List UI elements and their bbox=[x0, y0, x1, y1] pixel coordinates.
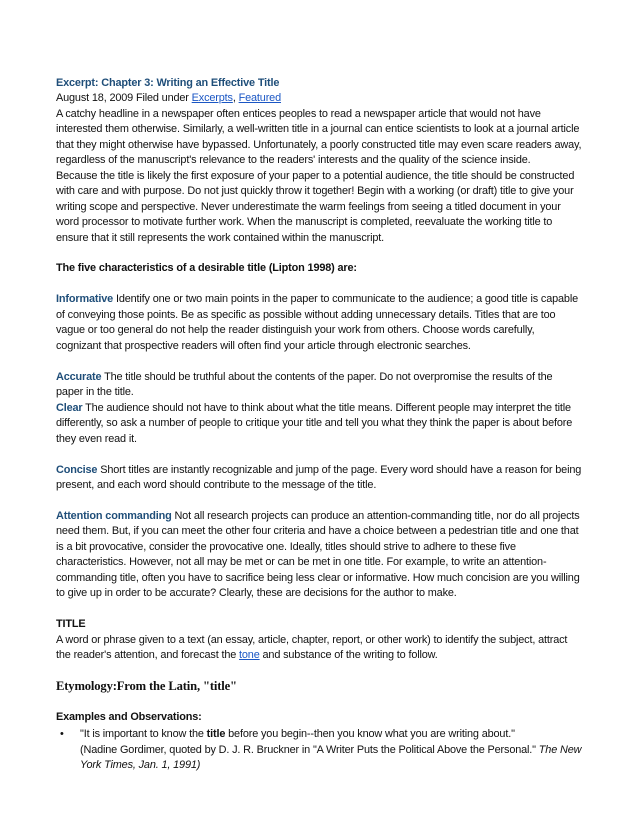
citation-after: , Jan. 1, 1991) bbox=[132, 759, 201, 772]
definition-heading-text: TITLE bbox=[56, 618, 86, 631]
quote-text bbox=[80, 728, 515, 740]
definition-heading bbox=[56, 617, 582, 632]
characteristic-attention bbox=[56, 509, 582, 602]
category-link-featured[interactable]: Featured bbox=[238, 92, 281, 105]
term-informative: Informative bbox=[56, 293, 114, 306]
characteristics-heading bbox=[56, 261, 582, 276]
characteristic-concise bbox=[56, 463, 582, 494]
citation-italic: The New York Times bbox=[80, 743, 582, 772]
text-clear: The audience should not have to think about what the title means. Different people may interpret the title differently, so ask a number of people to critique your title and tell you what they think the paper is about before they even read it. bbox=[56, 401, 573, 445]
text-concise: Short titles are instantly recognizable and jump of the page. Every word should have a reason for being present, and each word should contribute to the message of the title. bbox=[56, 463, 582, 491]
examples-heading-text: Examples and Observations: bbox=[56, 710, 202, 723]
post-date: August 18, 2009 Filed under bbox=[56, 92, 192, 105]
bullet-icon: • bbox=[60, 728, 64, 741]
examples-list bbox=[56, 727, 582, 773]
characteristic-clear bbox=[56, 401, 582, 447]
citation-text bbox=[80, 744, 581, 771]
quote-before: "It is important to know the bbox=[80, 728, 207, 741]
characteristic-accurate bbox=[56, 370, 582, 401]
characteristic-informative bbox=[56, 292, 582, 354]
definition-text-before: A word or phrase given to a text (an essay, article, chapter, report, or other work) to identify the subject, attract the reader's attention, and forecast the bbox=[56, 633, 568, 662]
citation-before: (Nadine Gordimer, quoted by D. J. R. Bruckner in "A Writer Puts the Political Above the Personal." bbox=[80, 743, 539, 756]
quote-after: before you begin--then you know what you are writing about." bbox=[225, 728, 515, 741]
list-item bbox=[56, 727, 582, 773]
term-concise: Concise bbox=[56, 463, 98, 476]
text-attention: Not all research projects can produce an attention-commanding title, nor do all projects need them. But, if you can meet the other four criteria and have a choice between a pedestrian title and one that is a bit provocative, consider the provocative one. Ideally, titles should strive to adhere to these five characteristics. However, not all may be met or can be met in one title. For example, to write an attention-commanding title, often you have to sacrifice being less clear or informative. How much concision are you willing to give up in order to be accurate? Clearly, these are decisions for the author to make. bbox=[56, 509, 580, 600]
examples-heading bbox=[56, 710, 582, 725]
definition-text bbox=[56, 633, 582, 664]
term-attention: Attention commanding bbox=[56, 509, 172, 522]
characteristics-heading-text: The five characteristics of a desirable title (Lipton 1998) are: bbox=[56, 262, 357, 275]
term-accurate: Accurate bbox=[56, 370, 102, 383]
etymology-heading: Etymology:From the Latin, "title" bbox=[56, 679, 237, 693]
article-title: Excerpt: Chapter 3: Writing an Effective Title bbox=[56, 77, 280, 89]
tone-link[interactable]: tone bbox=[239, 649, 260, 662]
category-link-excerpts[interactable]: Excerpts bbox=[191, 92, 233, 105]
definition-text-after: and substance of the writing to follow. bbox=[259, 649, 438, 662]
document-body bbox=[56, 76, 582, 774]
quote-bold: title bbox=[206, 728, 226, 741]
text-accurate: The title should be truthful about the contents of the paper. Do not overpromise the results of the paper in the title. bbox=[56, 370, 553, 399]
intro-paragraph-1: A catchy headline in a newspaper often entices peoples to read a newspaper article that would not have interested them otherwise. Similarly, a well-written title in a journal can entice scientists to look at a journal article that they might otherwise have bypassed. Unfortunately, a poorly constructed title may even scare readers away, regardless of the manuscript's relevance to the readers' interests and the quality of the science inside. bbox=[56, 107, 582, 167]
category-separator: , bbox=[232, 92, 239, 105]
text-informative: Identify one or two main points in the paper to communicate to the audience; a good title is capable of conveying those points. Be as specific as possible without adding unnecessary details. Titles that are too vague or too general do not help the reader distinguish your work from others. Choose words carefully, cognizant that prospective readers will often find your article through electronic searches. bbox=[56, 293, 578, 352]
intro-paragraph-2: Because the title is likely the first exposure of your paper to a potential audience, the title should be constructed with care and with purpose. Do not just quickly throw it together! Begin with a working (or draft) title to give your writing scope and perspective. Never underestimate the warm feelings from seeing a titled document in your word processor to motivate further work. When the manuscript is completed, reevaluate the working title to ensure that it still represents the work contained within the manuscript. bbox=[56, 169, 575, 244]
term-clear: Clear bbox=[56, 401, 83, 414]
post-meta bbox=[56, 91, 582, 106]
